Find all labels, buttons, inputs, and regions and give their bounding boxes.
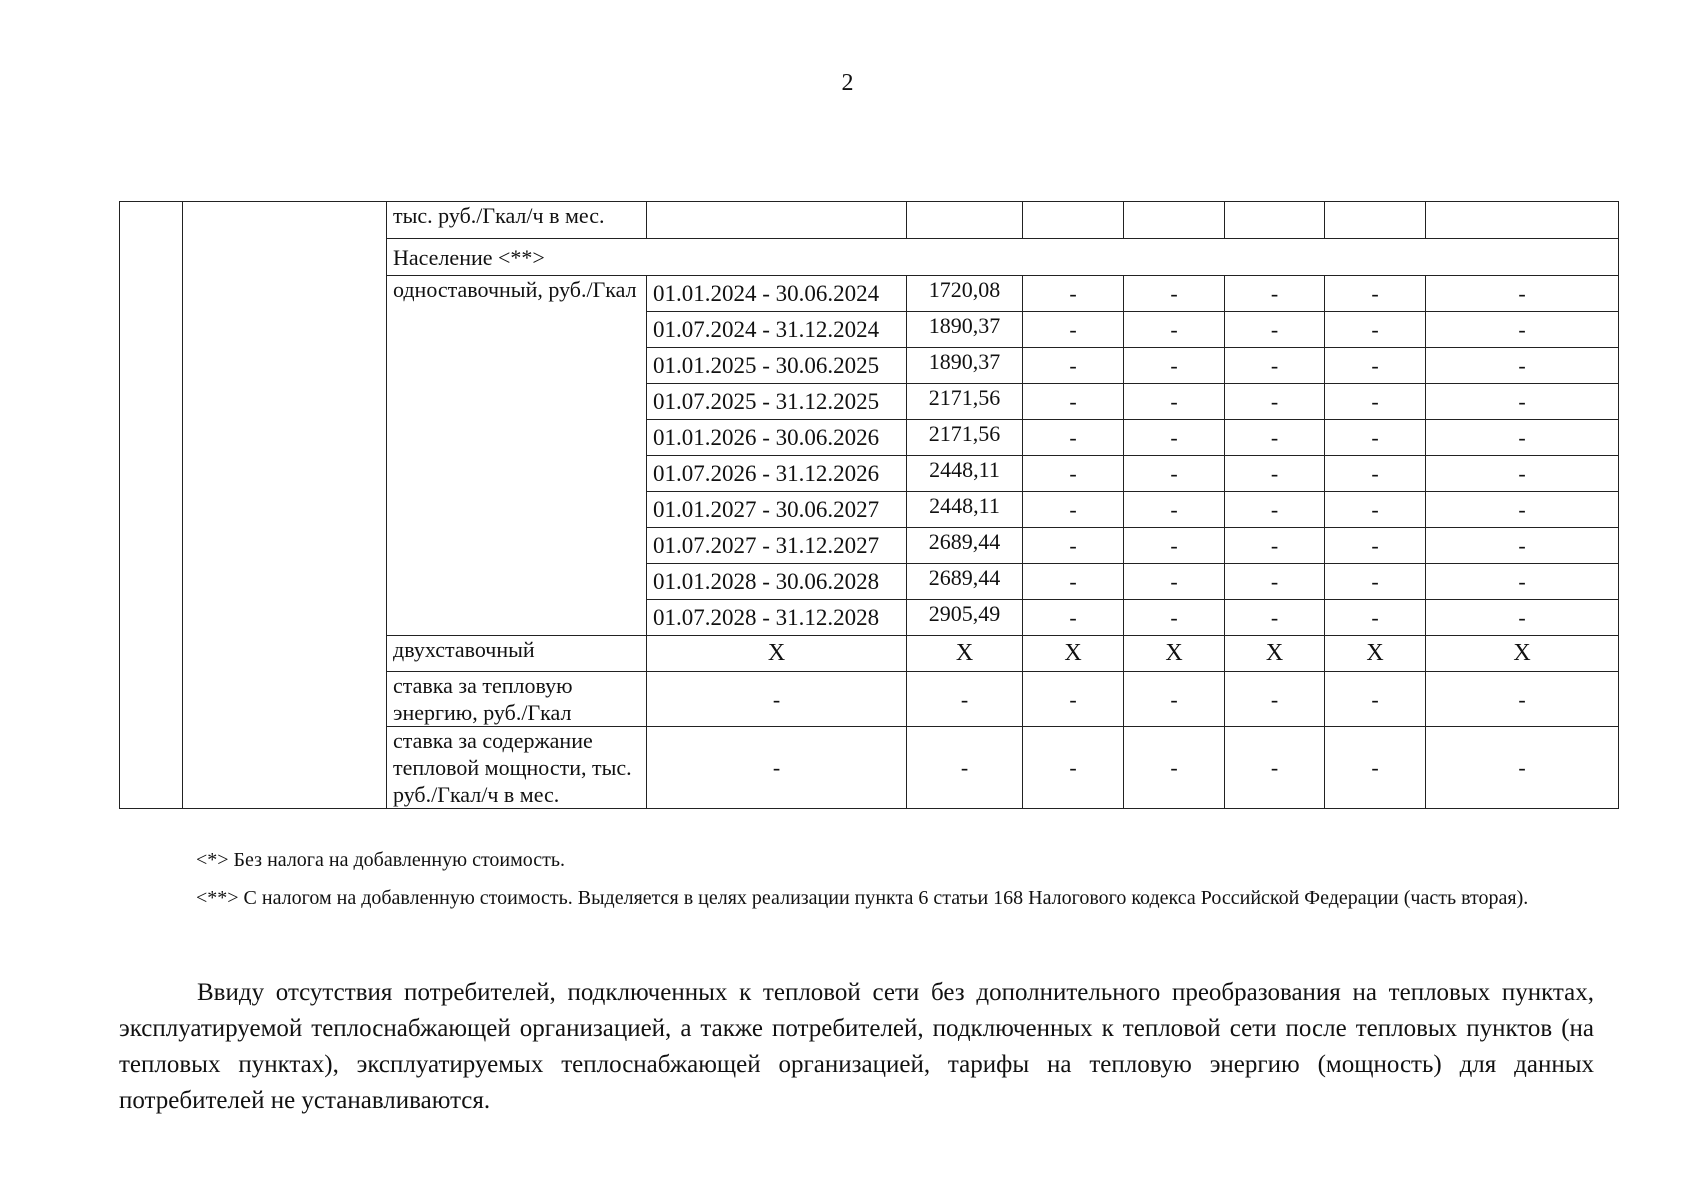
two-rate-label: двухставочный [387, 636, 647, 672]
tariff-value: 1890,37 [907, 312, 1023, 348]
empty-cell [1426, 202, 1619, 239]
blank-cell-num [120, 202, 183, 809]
dash-cell: - [1023, 672, 1124, 727]
dash-cell: - [1325, 456, 1426, 492]
period-cell: 01.07.2025 - 31.12.2025 [647, 384, 907, 420]
dash-cell: - [1023, 420, 1124, 456]
dash-cell: - [1426, 420, 1619, 456]
period-cell: 01.01.2024 - 30.06.2024 [647, 276, 907, 312]
power-rate-label: ставка за содержание тепловой мощности, тыс. руб./Гкал/ч в мес. [387, 727, 647, 809]
tariff-value: 2905,49 [907, 600, 1023, 636]
period-cell: 01.07.2026 - 31.12.2026 [647, 456, 907, 492]
dash-cell: - [1325, 727, 1426, 809]
dash-cell: - [1124, 564, 1225, 600]
dash-cell: - [1426, 492, 1619, 528]
x-cell: X [1124, 636, 1225, 672]
empty-cell [1124, 202, 1225, 239]
dash-cell: - [1124, 420, 1225, 456]
dash-cell: - [1124, 672, 1225, 727]
dash-cell: - [1426, 312, 1619, 348]
dash-cell: - [1124, 492, 1225, 528]
empty-cell [647, 202, 907, 239]
x-cell: X [1225, 636, 1325, 672]
x-cell: X [1325, 636, 1426, 672]
blank-cell-name [183, 202, 387, 809]
dash-cell: - [647, 672, 907, 727]
heat-rate-label: ставка за тепловую энергию, руб./Гкал [387, 672, 647, 727]
dash-cell: - [1225, 564, 1325, 600]
dash-cell: - [1023, 528, 1124, 564]
dash-cell: - [1426, 456, 1619, 492]
dash-cell: - [1325, 384, 1426, 420]
empty-cell [907, 202, 1023, 239]
dash-cell: - [1124, 276, 1225, 312]
body-paragraph: Ввиду отсутствия потребителей, подключенных к тепловой сети без дополнительного преобразования на тепловых пунктах, эксплуатируемой теплоснабжающей организацией, а также потребителей, подключенных к тепловой сети после тепловых пунктов (на тепловых пунктах), эксплуатируемых теплоснабжающей организацией, тарифы на тепловую энергию (мощность) для данных потребителей не устанавливаются. [119, 979, 1594, 1114]
dash-cell: - [1426, 528, 1619, 564]
dash-cell: - [1325, 492, 1426, 528]
table-row-power-unit [120, 202, 1619, 239]
dash-cell: - [1225, 528, 1325, 564]
dash-cell: - [1225, 492, 1325, 528]
dash-cell: - [1124, 456, 1225, 492]
dash-cell: - [1325, 564, 1426, 600]
x-cell: X [907, 636, 1023, 672]
dash-cell: - [1023, 600, 1124, 636]
empty-cell [1023, 202, 1124, 239]
dash-cell: - [1023, 276, 1124, 312]
dash-cell: - [1225, 456, 1325, 492]
dash-cell: - [907, 672, 1023, 727]
dash-cell: - [1426, 276, 1619, 312]
dash-cell: - [1023, 564, 1124, 600]
one-rate-label: одноставочный, руб./Гкал [387, 276, 647, 636]
dash-cell: - [1023, 348, 1124, 384]
x-cell: X [647, 636, 907, 672]
dash-cell: - [1225, 276, 1325, 312]
tariff-value: 2171,56 [907, 384, 1023, 420]
dash-cell: - [1124, 348, 1225, 384]
dash-cell: - [1124, 600, 1225, 636]
dash-cell: - [1225, 600, 1325, 636]
dash-cell: - [1124, 384, 1225, 420]
power-unit-label: тыс. руб./Гкал/ч в мес. [387, 202, 647, 239]
dash-cell: - [1426, 600, 1619, 636]
period-cell: 01.07.2027 - 31.12.2027 [647, 528, 907, 564]
dash-cell: - [1426, 564, 1619, 600]
page-number: 2 [841, 70, 854, 96]
period-cell: 01.01.2028 - 30.06.2028 [647, 564, 907, 600]
dash-cell: - [1325, 600, 1426, 636]
period-cell: 01.07.2024 - 31.12.2024 [647, 312, 907, 348]
dash-cell: - [1426, 727, 1619, 809]
dash-cell: - [1426, 672, 1619, 727]
dash-cell: - [1225, 420, 1325, 456]
dash-cell: - [1225, 312, 1325, 348]
dash-cell: - [1225, 384, 1325, 420]
dash-cell: - [1325, 312, 1426, 348]
tariff-value: 2171,56 [907, 420, 1023, 456]
section-population: Население <**> [387, 239, 1619, 276]
dash-cell: - [1426, 348, 1619, 384]
period-cell: 01.01.2026 - 30.06.2026 [647, 420, 907, 456]
dash-cell: - [907, 727, 1023, 809]
empty-cell [1325, 202, 1426, 239]
tariff-value: 2689,44 [907, 528, 1023, 564]
dash-cell: - [1023, 384, 1124, 420]
footnote-2: <**> С налогом на добавленную стоимость. Выделяется в целях реализации пункта 6 статьи 168 Налогового кодекса Российской Федерации (часть вторая). [196, 887, 1529, 909]
x-cell: X [1023, 636, 1124, 672]
dash-cell: - [1325, 420, 1426, 456]
dash-cell: - [1023, 456, 1124, 492]
tariff-value: 1720,08 [907, 276, 1023, 312]
dash-cell: - [1225, 727, 1325, 809]
tariff-value: 2448,11 [907, 456, 1023, 492]
dash-cell: - [1325, 276, 1426, 312]
tariff-value: 2689,44 [907, 564, 1023, 600]
dash-cell: - [647, 727, 907, 809]
period-cell: 01.01.2025 - 30.06.2025 [647, 348, 907, 384]
tariff-table [119, 201, 1619, 809]
dash-cell: - [1023, 727, 1124, 809]
dash-cell: - [1023, 312, 1124, 348]
footnote-1: <*> Без налога на добавленную стоимость. [196, 849, 566, 871]
dash-cell: - [1225, 672, 1325, 727]
x-cell: X [1426, 636, 1619, 672]
dash-cell: - [1426, 384, 1619, 420]
tariff-value: 2448,11 [907, 492, 1023, 528]
tariff-value: 1890,37 [907, 348, 1023, 384]
period-cell: 01.07.2028 - 31.12.2028 [647, 600, 907, 636]
period-cell: 01.01.2027 - 30.06.2027 [647, 492, 907, 528]
dash-cell: - [1124, 312, 1225, 348]
dash-cell: - [1325, 528, 1426, 564]
empty-cell [1225, 202, 1325, 239]
dash-cell: - [1325, 672, 1426, 727]
dash-cell: - [1023, 492, 1124, 528]
dash-cell: - [1225, 348, 1325, 384]
dash-cell: - [1325, 348, 1426, 384]
dash-cell: - [1124, 528, 1225, 564]
dash-cell: - [1124, 727, 1225, 809]
